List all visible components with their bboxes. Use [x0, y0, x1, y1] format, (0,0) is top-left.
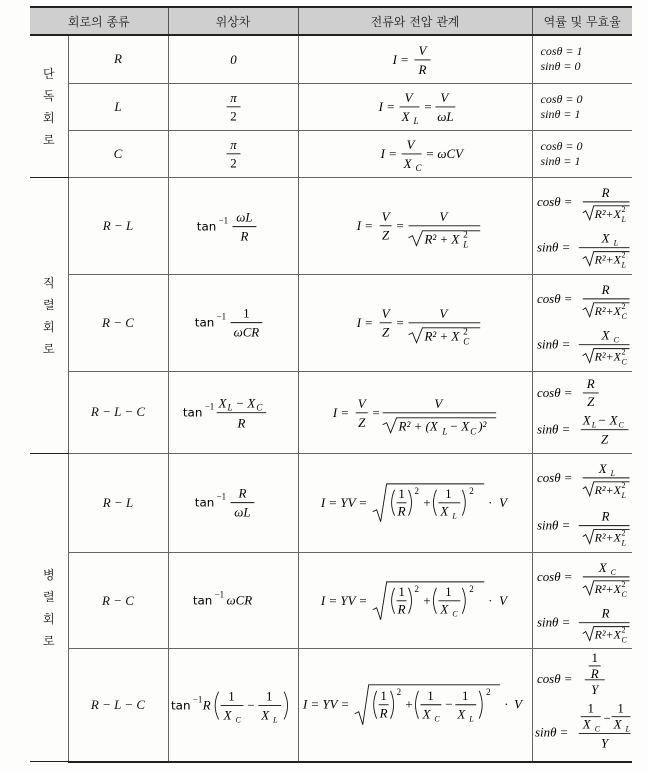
svg-text:C: C [621, 357, 627, 367]
svg-text:L: L [610, 469, 615, 479]
svg-text:R²+X: R²+X [594, 530, 621, 545]
relation-cell [298, 649, 532, 762]
table-row [30, 552, 632, 649]
svg-text:X: X [218, 396, 226, 411]
svg-text:2: 2 [468, 486, 474, 497]
svg-text:sinθ =: sinθ = [536, 517, 570, 533]
header-row [30, 7, 632, 35]
phase-cell [168, 83, 298, 130]
svg-text:−1: −1 [216, 492, 226, 502]
factor-cell [532, 178, 632, 275]
svg-text:ωL: ωL [233, 505, 251, 520]
svg-text:R²+X: R²+X [594, 303, 621, 318]
phase-cell [168, 35, 298, 83]
svg-text:I =: I = [380, 145, 397, 161]
svg-text:tan: tan [194, 315, 214, 330]
svg-text:L: L [272, 714, 278, 724]
svg-text:C: C [621, 311, 627, 321]
svg-text:2: 2 [621, 579, 626, 589]
svg-text:R: R [418, 61, 426, 77]
svg-text:R: R [379, 706, 388, 722]
phase-formula [169, 36, 298, 83]
svg-text:L: L [227, 402, 233, 413]
factor-formula [533, 649, 633, 760]
svg-text:=: = [371, 404, 380, 420]
svg-text:Y: Y [590, 682, 598, 698]
factor-formula [533, 372, 633, 454]
phase-formula [169, 553, 298, 648]
factor-formula [533, 275, 633, 371]
svg-text:I = YV =: I = YV = [320, 592, 367, 608]
svg-text:L: L [621, 215, 626, 225]
svg-text:+: + [421, 592, 431, 608]
svg-text:2: 2 [621, 205, 626, 215]
phase-cell [168, 178, 298, 275]
phase-cell [168, 130, 298, 178]
svg-text:C: C [255, 402, 262, 413]
svg-text:V: V [498, 494, 507, 510]
svg-text:X: X [598, 461, 607, 477]
cos-value: cosθ = 1 [540, 44, 583, 59]
circuit-label: R [114, 51, 122, 67]
svg-text:L: L [413, 115, 418, 126]
svg-text:1: 1 [227, 689, 235, 704]
svg-text:C: C [415, 162, 421, 173]
svg-text:L: L [591, 420, 596, 430]
svg-text:V: V [357, 395, 366, 411]
header-current-voltage-relation: 전류와 전압 관계 [298, 7, 532, 35]
svg-text:2: 2 [229, 156, 237, 171]
svg-text:X: X [582, 716, 591, 732]
header-power-factor: 역률 및 무효율 [532, 7, 632, 35]
svg-text:C: C [433, 715, 440, 725]
svg-text:2: 2 [462, 230, 468, 241]
circuit-cell [68, 35, 168, 83]
circuit-label: R − L − C [90, 697, 146, 713]
svg-text:C: C [469, 426, 476, 437]
factor-cell [532, 35, 632, 83]
relation-cell [298, 371, 532, 454]
cos-value: cosθ = 0 [540, 91, 583, 106]
svg-text:+: + [404, 697, 413, 713]
svg-text:=: = [422, 98, 432, 114]
svg-text:sinθ =: sinθ = [536, 614, 570, 630]
circuit-cell [68, 83, 168, 130]
circuit-cell [68, 552, 168, 649]
svg-text:X: X [439, 601, 448, 617]
svg-text:π: π [229, 90, 237, 105]
svg-text:I =: I = [332, 404, 349, 420]
svg-text:2: 2 [621, 481, 626, 491]
svg-text:I = YV =: I = YV = [320, 494, 367, 510]
phase-cell [168, 371, 298, 454]
svg-text:sinθ =: sinθ = [534, 724, 568, 740]
circuit-cell [68, 178, 168, 275]
svg-text:C: C [451, 609, 458, 619]
svg-text:L: L [625, 724, 630, 734]
svg-text:R: R [601, 185, 610, 201]
phase-cell [168, 649, 298, 762]
svg-text:ωCR: ωCR [233, 325, 259, 340]
svg-text:π: π [229, 137, 237, 152]
circuit-label: R − L − C [90, 404, 146, 420]
svg-text:V: V [404, 89, 412, 105]
circuit-cell [68, 274, 168, 371]
svg-text:L: L [468, 715, 474, 725]
relation-formula [299, 275, 532, 371]
svg-text:X: X [601, 327, 610, 343]
phase-formula [169, 131, 298, 178]
svg-text:X: X [582, 412, 591, 428]
table-row [30, 454, 632, 553]
group-label-single-text: 단 독 회 로 [42, 66, 55, 147]
factor-cell [532, 274, 632, 371]
svg-text:I = YV =: I = YV = [302, 697, 349, 713]
relation-formula [299, 649, 532, 761]
factor-cell [532, 454, 632, 553]
svg-text:+: + [421, 494, 431, 510]
svg-text:−1: −1 [204, 401, 214, 412]
svg-text:R² + X: R² + X [423, 232, 459, 248]
phase-formula [169, 179, 298, 274]
svg-text:R: R [237, 487, 246, 502]
factor-cell [532, 371, 632, 454]
relation-formula [299, 36, 532, 83]
svg-text:C: C [621, 589, 627, 599]
svg-text:cosθ =: cosθ = [536, 568, 573, 584]
svg-text:cosθ =: cosθ = [536, 470, 573, 486]
factor-cell [532, 649, 632, 762]
svg-text:C: C [610, 567, 616, 577]
svg-text:R²+X: R²+X [594, 483, 621, 498]
table-row [30, 83, 632, 130]
factor-cell [532, 552, 632, 649]
svg-text:tan: tan [196, 219, 216, 234]
table-row [30, 371, 632, 454]
svg-text:−: − [602, 711, 611, 727]
group-label-single-circuit [30, 35, 68, 178]
svg-text:1: 1 [616, 701, 624, 717]
svg-text:R: R [601, 281, 610, 297]
relation-formula [299, 131, 532, 178]
circuit-label: C [113, 145, 123, 161]
svg-text:sinθ =: sinθ = [536, 240, 570, 256]
svg-text:R: R [601, 508, 610, 524]
svg-text:C: C [594, 724, 600, 734]
table-row [30, 130, 632, 178]
phase-formula [169, 454, 298, 551]
svg-text:C: C [462, 336, 469, 347]
svg-text:L: L [621, 260, 626, 270]
phase-formula [169, 275, 298, 370]
svg-text:L: L [441, 426, 447, 437]
svg-text:2: 2 [485, 687, 491, 698]
svg-text:R²+X: R²+X [594, 349, 621, 364]
relation-cell [298, 130, 532, 178]
svg-text:−1: −1 [218, 215, 228, 226]
circuit-label: R − L [102, 494, 134, 510]
svg-text:Z: Z [381, 324, 389, 340]
relation-formula [299, 372, 532, 454]
svg-text:X: X [223, 707, 231, 722]
svg-text:X: X [601, 231, 610, 247]
factor-cell [532, 83, 632, 130]
relation-cell [298, 552, 532, 649]
svg-text:tan: tan [192, 593, 212, 608]
group-label-parallel-text: 병 렬 회 로 [42, 567, 55, 648]
svg-text:2: 2 [621, 528, 626, 538]
header-circuit-type: 회로의 종류 [30, 7, 168, 35]
relation-formula [299, 178, 532, 274]
svg-text:1: 1 [242, 306, 250, 321]
group-label-parallel-circuit [30, 454, 68, 762]
svg-text:C: C [621, 635, 627, 645]
svg-text:C: C [613, 335, 619, 345]
svg-text:Z: Z [600, 431, 608, 447]
svg-text:X: X [439, 503, 448, 519]
svg-text:R²+X: R²+X [594, 581, 621, 596]
svg-text:X: X [401, 108, 409, 124]
table-row [30, 274, 632, 371]
svg-text:C: C [234, 714, 241, 724]
svg-text:cosθ =: cosθ = [536, 290, 573, 306]
svg-text:V: V [498, 592, 507, 608]
svg-text:V: V [513, 697, 522, 713]
svg-text:V: V [406, 136, 414, 152]
svg-text:R² + (X: R² + (X [398, 418, 438, 434]
circuit-cell [68, 649, 168, 762]
svg-text:I =: I = [378, 98, 395, 114]
svg-text:−1: −1 [216, 311, 226, 322]
phase-cell [168, 454, 298, 553]
svg-text:X: X [421, 707, 430, 723]
phase-formula [169, 650, 298, 761]
svg-text:tan: tan [170, 698, 190, 713]
svg-text:Z: Z [357, 414, 365, 430]
svg-text:ωCR: ωCR [226, 593, 252, 608]
sin-value: sinθ = 1 [540, 153, 581, 168]
circuit-summary-table [30, 6, 632, 763]
svg-text:−: − [245, 698, 255, 713]
svg-text:X: X [456, 707, 465, 723]
circuit-label: R − L [102, 218, 134, 234]
phase-cell [168, 274, 298, 371]
svg-text:R: R [590, 666, 599, 682]
phase-cell [168, 552, 298, 649]
relation-cell [298, 83, 532, 130]
svg-text:2: 2 [468, 583, 474, 594]
svg-text:R²+X: R²+X [594, 627, 621, 642]
sin-value: sinθ = 0 [540, 59, 581, 74]
svg-text:sinθ =: sinθ = [536, 421, 570, 437]
svg-text:−1: −1 [214, 589, 224, 600]
relation-cell [298, 274, 532, 371]
svg-text:2: 2 [621, 301, 626, 311]
svg-text:2: 2 [414, 583, 419, 594]
relation-cell [298, 35, 532, 83]
factor-cell [532, 130, 632, 178]
sin-value: sinθ = 1 [540, 106, 581, 121]
relation-formula [299, 553, 532, 649]
svg-text:tan: tan [194, 495, 214, 510]
svg-text:R² + X: R² + X [423, 328, 459, 344]
circuit-cell [68, 371, 168, 454]
relation-formula [299, 454, 532, 552]
svg-text:L: L [462, 240, 468, 251]
factor-formula [533, 553, 633, 649]
svg-text:L: L [613, 239, 618, 249]
svg-text:·: · [503, 697, 508, 713]
svg-text:Z: Z [586, 393, 594, 409]
svg-text:·: · [487, 494, 492, 510]
svg-text:V: V [438, 209, 447, 225]
svg-text:L: L [621, 490, 626, 500]
circuit-label: L [114, 98, 122, 114]
svg-text:−1: −1 [192, 694, 202, 705]
svg-text:X: X [613, 716, 622, 732]
svg-text:2: 2 [462, 326, 468, 337]
table-row [30, 35, 632, 83]
svg-text:2: 2 [396, 687, 401, 698]
svg-text:Y: Y [600, 735, 608, 751]
svg-text:2: 2 [621, 625, 626, 635]
svg-text:1: 1 [397, 485, 405, 501]
svg-text:sinθ =: sinθ = [536, 336, 570, 352]
svg-text:V: V [433, 395, 442, 411]
svg-text:R: R [202, 698, 211, 713]
table-row [30, 178, 632, 275]
table-row [30, 649, 632, 762]
svg-text:1: 1 [397, 583, 405, 599]
svg-text:X: X [403, 155, 411, 171]
svg-text:1: 1 [461, 688, 469, 704]
group-label-series-circuit [30, 178, 68, 454]
svg-text:1: 1 [586, 701, 594, 717]
svg-text:0: 0 [229, 52, 237, 67]
svg-text:ωL: ωL [436, 108, 454, 124]
svg-text:I =: I = [392, 51, 409, 67]
circuit-cell [68, 130, 168, 178]
svg-text:R²+X: R²+X [594, 207, 621, 222]
circuit-label: R − C [102, 314, 134, 330]
svg-text:ωL: ωL [235, 210, 253, 225]
svg-text:=: = [395, 314, 404, 330]
relation-formula [299, 84, 532, 130]
factor-formula [533, 454, 633, 552]
svg-text:R: R [601, 605, 610, 621]
svg-text:I =: I = [356, 314, 373, 330]
svg-text:X: X [260, 707, 269, 722]
svg-text:V: V [438, 305, 447, 321]
svg-text:Z: Z [381, 228, 389, 244]
svg-text:R: R [237, 416, 245, 431]
svg-text:)²: )² [477, 418, 486, 434]
svg-text:R: R [586, 375, 595, 391]
svg-text:1: 1 [444, 485, 452, 501]
svg-text:·: · [487, 592, 492, 608]
cos-value: cosθ = 0 [540, 138, 583, 153]
svg-text:− X: − X [448, 418, 469, 434]
svg-text:1: 1 [590, 650, 598, 666]
svg-text:R: R [397, 503, 406, 519]
svg-text:X: X [598, 559, 607, 575]
svg-text:V: V [418, 42, 426, 58]
svg-text:V: V [439, 89, 448, 105]
svg-text:1: 1 [265, 689, 272, 704]
svg-text:2: 2 [621, 251, 626, 261]
svg-text:cosθ =: cosθ = [536, 671, 573, 687]
svg-text:= ωCV: = ωCV [424, 145, 463, 161]
circuit-cell [68, 454, 168, 553]
svg-text:1: 1 [426, 688, 434, 704]
svg-text:2: 2 [621, 347, 626, 357]
svg-text:I =: I = [356, 218, 373, 234]
svg-text:cosθ =: cosθ = [536, 194, 573, 210]
svg-text:L: L [621, 538, 626, 548]
svg-text:R: R [239, 229, 248, 244]
relation-cell [298, 454, 532, 553]
svg-text:−: − [443, 697, 453, 713]
svg-text:tan: tan [182, 405, 202, 420]
svg-text:V: V [381, 305, 390, 321]
svg-text:− X: − X [597, 412, 618, 428]
svg-text:R²+X: R²+X [594, 252, 621, 267]
svg-text:=: = [395, 218, 404, 234]
phase-formula [169, 84, 298, 130]
svg-text:V: V [381, 209, 390, 225]
svg-text:1: 1 [379, 688, 387, 704]
svg-text:1: 1 [444, 583, 452, 599]
svg-text:R: R [397, 601, 406, 617]
svg-text:L: L [451, 511, 457, 521]
svg-text:− X: − X [234, 396, 255, 411]
svg-text:C: C [618, 420, 624, 430]
header-phase-difference: 위상차 [168, 7, 298, 35]
relation-cell [298, 178, 532, 275]
svg-text:2: 2 [414, 486, 419, 497]
group-label-series-text: 직 렬 회 로 [42, 275, 55, 356]
factor-formula [533, 178, 633, 274]
phase-formula [169, 372, 298, 453]
svg-text:cosθ =: cosθ = [536, 384, 573, 400]
svg-text:2: 2 [229, 109, 237, 124]
circuit-label: R − C [102, 592, 134, 608]
